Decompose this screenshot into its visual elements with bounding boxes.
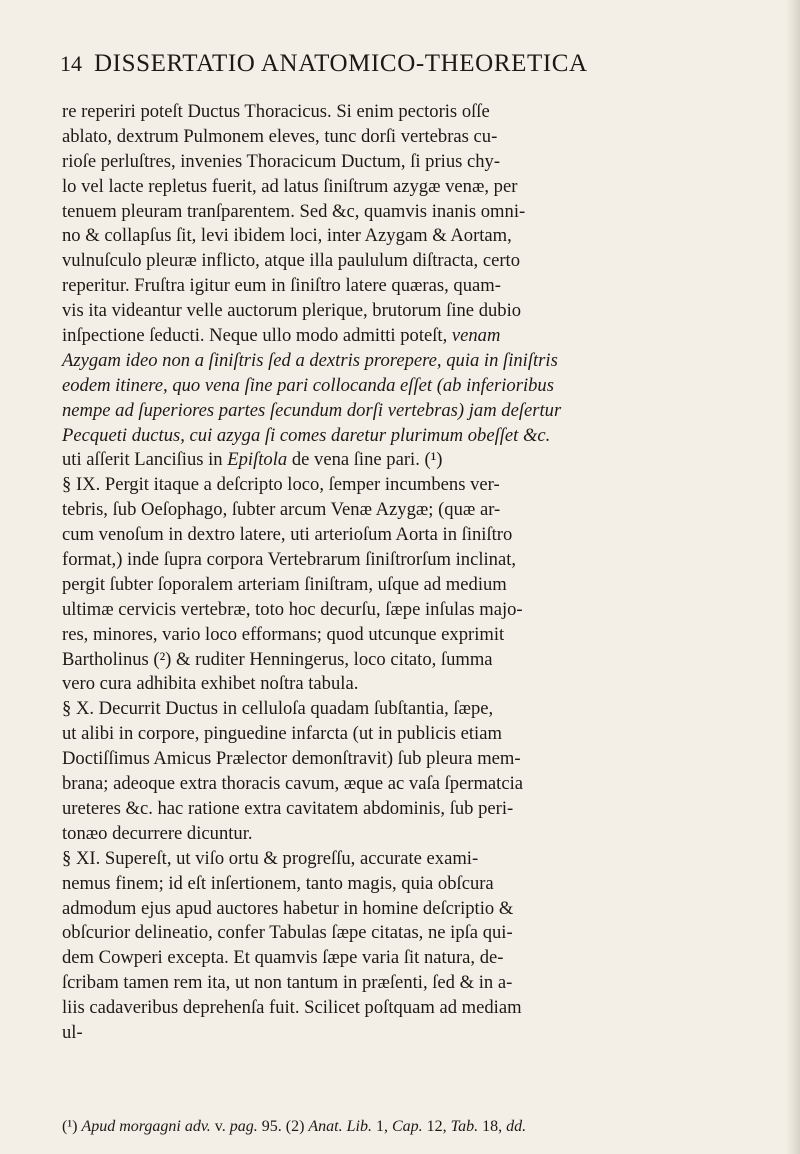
footnote-segment: (¹)	[62, 1118, 82, 1135]
text-segment: Doctiſſimus Amicus Prælector demonſtravit) ſub pleura mem-	[62, 748, 521, 770]
text-segment: nemus finem; id eſt inſertionem, tanto magis, quia obſcura	[62, 872, 494, 894]
text-line	[62, 224, 770, 249]
text-segment: pergit ſubter ſoporalem arteriam ſiniſtram, uſque ad medium	[62, 573, 507, 595]
text-line	[62, 498, 770, 523]
text-segment: re reperiri poteſt Ductus Thoracicus. Si enim pectoris oſſe	[62, 101, 490, 122]
text-line	[62, 847, 770, 872]
text-segment: ut alibi in corpore, pinguedine infarcta (ut in publicis etiam	[62, 723, 502, 745]
text-segment: ureteres &c. hac ratione extra cavitatem abdominis, ſub peri-	[62, 797, 514, 819]
text-segment: vero cura adhibita exhibet noſtra tabula.	[62, 673, 359, 695]
footnote-segment: 18,	[478, 1118, 507, 1135]
text-segment: inſpectione ſeducti. Neque ullo modo admitti poteſt,	[62, 325, 452, 347]
text-line	[62, 573, 770, 598]
body-text	[62, 100, 770, 1046]
text-segment: cum venoſum in dextro latere, uti arterioſum Aorta in ſiniſtro	[62, 524, 513, 546]
text-segment: § XI. Supereſt, ut viſo ortu & progreſſu, accurate exami-	[62, 847, 479, 869]
footnote	[62, 1118, 770, 1136]
text-segment: vulnuſculo pleuræ inflicto, atque illa paululum diſtracta, certo	[62, 250, 520, 272]
text-segment: tebris, ſub Oeſophago, ſubter arcum Venæ Azygæ; (quæ ar-	[62, 499, 501, 521]
text-line	[62, 249, 770, 274]
text-line	[62, 374, 770, 399]
text-segment: ſcribam tamen rem ita, ut non tantum in præſenti, ſed & in a-	[62, 972, 513, 994]
footnote-segment: 12,	[422, 1118, 451, 1135]
page-header	[60, 50, 760, 84]
text-segment: § IX. Pergit itaque a deſcripto loco, ſemper incumbens ver-	[62, 474, 500, 496]
text-segment: ablato, dextrum Pulmonem eleves, tunc dorſi vertebras cu-	[62, 125, 498, 147]
text-segment: uti aſſerit Lanciſius in	[62, 449, 228, 471]
text-segment: dem Cowperi excepta. Et quamvis ſæpe varia ſit natura, de-	[62, 947, 504, 969]
text-line	[62, 822, 770, 847]
running-head: DISSERTATIO ANATOMICO-THEORETICA	[94, 50, 588, 77]
text-line	[62, 523, 770, 548]
text-line	[62, 921, 770, 946]
text-segment: tenuem pleuram tranſparentem. Sed &c, quamvis inanis omni-	[62, 200, 526, 222]
text-line	[62, 548, 770, 573]
text-line	[62, 772, 770, 797]
text-line	[62, 872, 770, 897]
text-line	[62, 672, 770, 697]
text-segment: § X. Decurrit Ductus in celluloſa quadam ſubſtantia, ſæpe,	[62, 698, 494, 720]
text-segment: eodem itinere, quo vena ſine pari collocanda eſſet (ab inferioribus	[62, 374, 554, 396]
text-segment: res, minores, vario loco efformans; quod utcunque exprimit	[62, 623, 505, 645]
text-line	[62, 200, 770, 225]
text-segment: format,) inde ſupra corpora Vertebrarum ſiniſtrorſum inclinat,	[62, 549, 517, 571]
text-segment: nempe ad ſuperiores partes ſecundum dorſi vertebras) jam deſertur	[62, 399, 562, 421]
text-line	[62, 971, 770, 996]
text-segment: admodum ejus apud auctores habetur in homine deſcriptio &	[62, 897, 514, 919]
text-line	[62, 299, 770, 324]
text-segment: Bartholinus (²) & ruditer Henningerus, loco citato, ſumma	[62, 648, 493, 670]
footnote-segment: dd.	[506, 1118, 527, 1135]
text-line	[62, 623, 770, 648]
text-line	[62, 648, 770, 673]
text-line	[62, 150, 770, 175]
text-line	[62, 274, 770, 299]
footnote-segment: 95. (2)	[257, 1118, 309, 1135]
text-line	[62, 473, 770, 498]
text-line	[62, 424, 770, 449]
text-line	[62, 448, 770, 473]
footnote-segment: pag.	[229, 1118, 258, 1135]
text-line	[62, 175, 770, 200]
footnote-segment: Tab.	[450, 1118, 479, 1135]
text-segment: brana; adeoque extra thoracis cavum, æque ac vaſa ſpermatcia	[62, 773, 524, 795]
text-line	[62, 125, 770, 150]
footnote-segment: Apud morgagni adv.	[81, 1118, 211, 1135]
text-line	[62, 747, 770, 772]
text-segment: obſcurior delineatio, confer Tabulas ſæpe citatas, ne ipſa qui-	[62, 922, 513, 944]
text-segment: no & collapſus ſit, levi ibidem loci, inter Azygam & Aortam,	[62, 225, 512, 247]
text-line	[62, 797, 770, 822]
footnote-segment: 1,	[371, 1118, 392, 1135]
footnote-segment: Cap.	[391, 1118, 423, 1135]
footnote-segment: Anat. Lib.	[308, 1118, 372, 1135]
text-line	[62, 598, 770, 623]
footnote-segment: v.	[210, 1118, 230, 1135]
text-line	[62, 399, 770, 424]
text-segment: Azygam ideo non a ſiniſtris ſed a dextris prorepere, quia in ſiniſtris	[62, 349, 558, 371]
text-segment: ultimæ cervicis vertebræ, toto hoc decurſu, ſæpe inſulas majo-	[62, 598, 523, 620]
text-line	[62, 722, 770, 747]
text-segment: Pecqueti ductus, cui azyga ſi comes daretur plurimum obeſſet &c.	[62, 424, 551, 446]
text-line	[62, 1021, 770, 1046]
text-segment: reperitur. Fruſtra igitur eum in ſiniſtro latere quæras, quam-	[62, 275, 501, 297]
text-segment: venam	[451, 325, 501, 347]
text-segment: rioſe perluſtres, invenies Thoracicum Ductum, ſi prius chy-	[62, 150, 501, 172]
text-segment: vis ita videantur velle auctorum plerique, brutorum ſine dubio	[62, 300, 522, 322]
text-line	[62, 697, 770, 722]
text-line	[62, 996, 770, 1021]
text-segment: de vena ſine pari. (¹)	[287, 449, 443, 471]
text-line	[62, 946, 770, 971]
text-line	[62, 349, 770, 374]
text-segment: tonæo decurrere dicuntur.	[62, 822, 253, 844]
text-segment: ul-	[62, 1021, 83, 1043]
page-number: 14	[60, 51, 82, 76]
text-segment: liis cadaveribus deprehenſa fuit. Scilicet poſtquam ad mediam	[62, 997, 522, 1019]
text-segment: Epiſtola	[227, 449, 288, 471]
text-line	[62, 897, 770, 922]
text-line	[62, 324, 770, 349]
page-edge-shadow	[786, 0, 800, 1154]
text-line	[62, 100, 770, 125]
text-segment: lo vel lacte repletus fuerit, ad latus ſiniſtrum azygæ venæ, per	[62, 175, 518, 197]
